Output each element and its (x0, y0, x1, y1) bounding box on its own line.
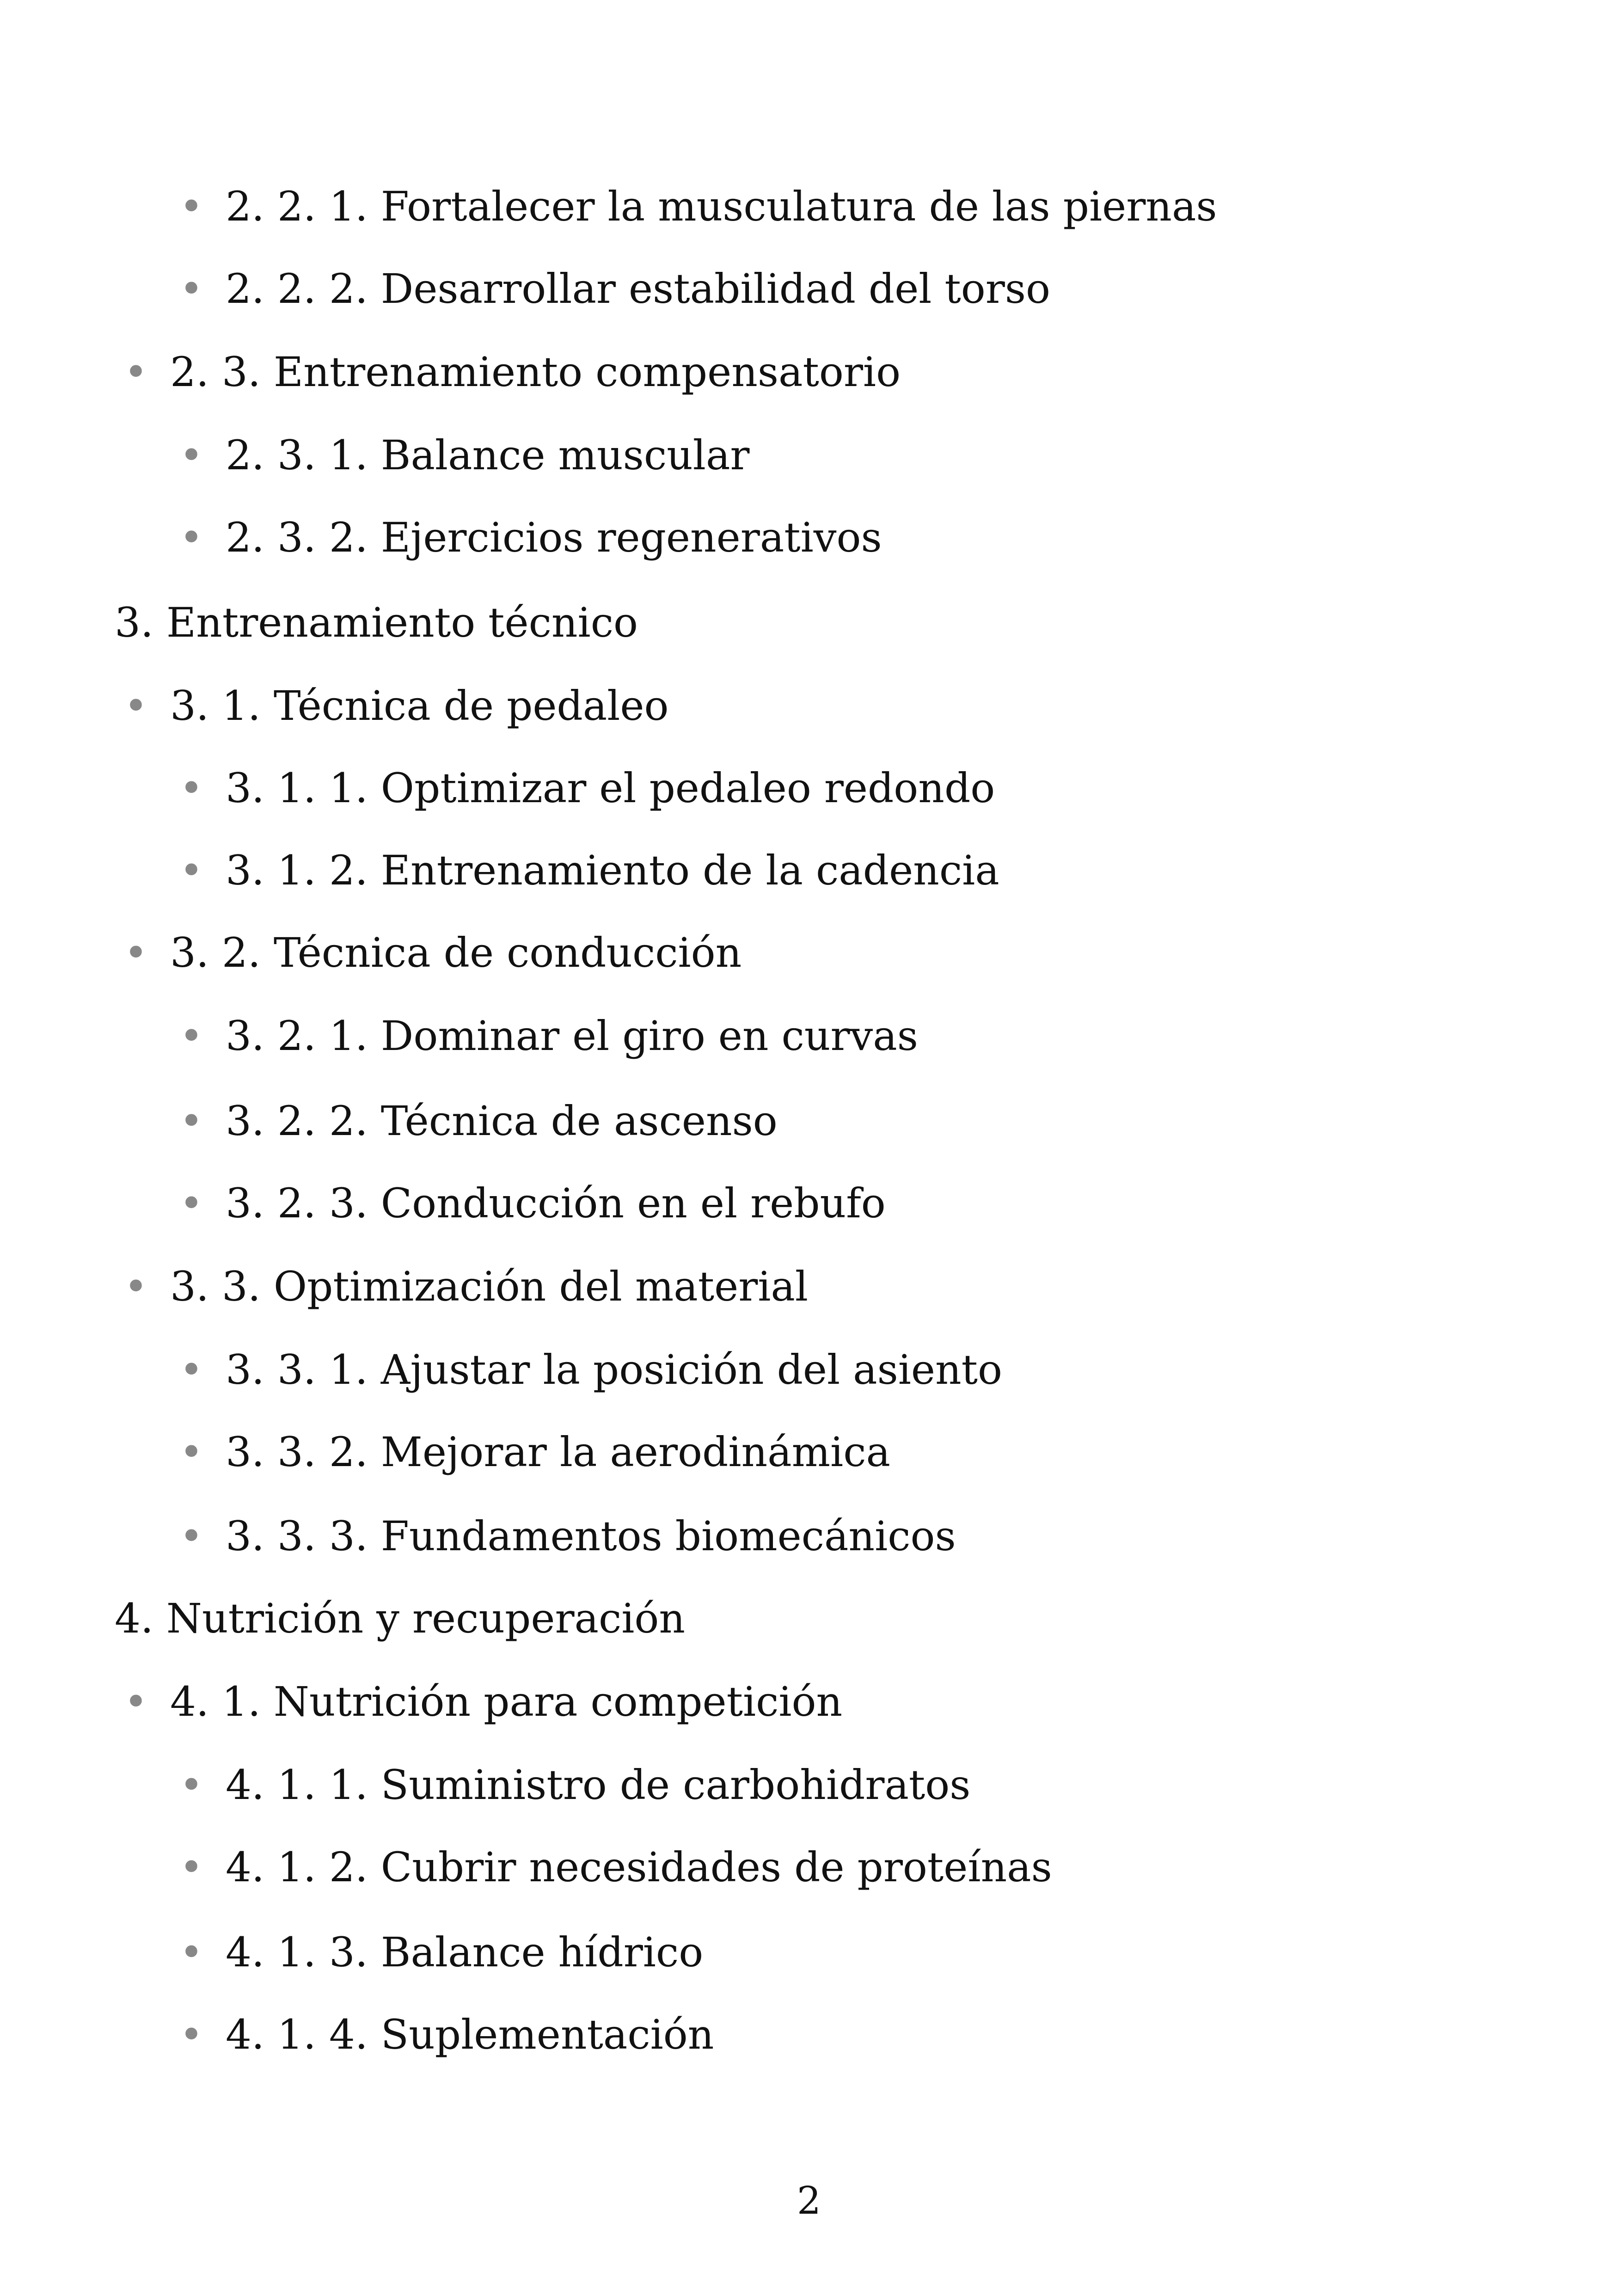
toc-entry-text: 4. Nutrición y recuperación (115, 1595, 686, 1642)
bullet-icon: • (179, 265, 203, 313)
bullet-icon: • (124, 1263, 148, 1310)
bullet-icon: • (179, 1512, 203, 1560)
toc-entry-text: 4. 1. 2. Cubrir necesidades de proteínas (226, 1843, 1052, 1891)
bullet-icon: • (179, 183, 203, 230)
bullet-icon: • (179, 1928, 203, 1976)
toc-entry-text: 3. 3. 2. Mejorar la aerodinámica (226, 1428, 890, 1476)
toc-entry-level-3 (0, 1843, 1618, 1898)
bullet-icon: • (124, 348, 148, 396)
toc-entry-text: 2. 3. 2. Ejercicios regenerativos (226, 514, 882, 561)
toc-entry-text: 2. 3. 1. Balance muscular (226, 431, 750, 479)
toc-entry-text: 3. 2. Técnica de conducción (170, 929, 742, 976)
bullet-icon: • (124, 1678, 148, 1725)
toc-entry-level-2 (0, 1263, 1618, 1317)
toc-entry-level-3 (0, 764, 1618, 819)
toc-entry-text: 3. 2. 3. Conducción en el rebufo (226, 1179, 886, 1227)
toc-entry-level-3 (0, 183, 1618, 237)
toc-entry-text: 3. 3. 3. Fundamentos biomecánicos (226, 1512, 956, 1560)
toc-entry-level-3 (0, 265, 1618, 319)
toc-entry-level-3 (0, 2011, 1618, 2065)
toc-entry-level-1 (0, 599, 1618, 653)
toc-entry-text: 4. 1. 4. Suplementación (226, 2011, 714, 2058)
toc-entry-level-3 (0, 1428, 1618, 1483)
toc-entry-text: 2. 3. Entrenamiento compensatorio (170, 348, 901, 396)
bullet-icon: • (179, 431, 203, 479)
toc-entry-text: 3. 2. 2. Técnica de ascenso (226, 1097, 778, 1145)
toc-entry-level-3 (0, 1012, 1618, 1067)
bullet-icon: • (179, 1012, 203, 1060)
toc-entry-text: 3. 1. 1. Optimizar el pedaleo redondo (226, 764, 995, 812)
bullet-icon: • (179, 847, 203, 894)
toc-entry-text: 4. 1. 3. Balance hídrico (226, 1928, 704, 1976)
bullet-icon: • (179, 1346, 203, 1394)
page-number: 2 (797, 2179, 821, 2223)
toc-entry-text: 2. 2. 2. Desarrollar estabilidad del torso (226, 265, 1050, 313)
toc-entry-level-3 (0, 1512, 1618, 1567)
toc-entry-level-3 (0, 1761, 1618, 1816)
toc-entry-level-3 (0, 1179, 1618, 1234)
toc-entry-text: 3. Entrenamiento técnico (115, 599, 638, 646)
toc-entry-level-3 (0, 1346, 1618, 1400)
toc-entry-text: 3. 3. 1. Ajustar la posición del asiento (226, 1346, 1002, 1394)
toc-entry-level-3 (0, 431, 1618, 486)
toc-entry-level-3 (0, 1928, 1618, 1983)
bullet-icon: • (179, 1097, 203, 1145)
toc-entry-text: 2. 2. 1. Fortalecer la musculatura de las piernas (226, 183, 1217, 230)
toc-entry-text: 3. 2. 1. Dominar el giro en curvas (226, 1012, 918, 1060)
toc-entry-level-3 (0, 1097, 1618, 1152)
bullet-icon: • (124, 682, 148, 730)
toc-entry-level-2 (0, 929, 1618, 983)
toc-entry-level-3 (0, 847, 1618, 901)
bullet-icon: • (179, 1843, 203, 1891)
toc-entry-level-2 (0, 682, 1618, 737)
toc-entry-level-2 (0, 348, 1618, 403)
toc-entry-level-2 (0, 1678, 1618, 1732)
bullet-icon: • (124, 929, 148, 976)
toc-entry-text: 3. 1. 2. Entrenamiento de la cadencia (226, 847, 999, 894)
toc-entry-level-1 (0, 1595, 1618, 1649)
bullet-icon: • (179, 1179, 203, 1227)
toc-entry-text: 4. 1. Nutrición para competición (170, 1678, 843, 1725)
bullet-icon: • (179, 1428, 203, 1476)
toc-entry-text: 4. 1. 1. Suministro de carbohidratos (226, 1761, 971, 1809)
bullet-icon: • (179, 2011, 203, 2058)
bullet-icon: • (179, 1761, 203, 1809)
toc-entry-text: 3. 1. Técnica de pedaleo (170, 682, 669, 730)
bullet-icon: • (179, 764, 203, 812)
toc-entry-level-3 (0, 514, 1618, 568)
toc-entry-text: 3. 3. Optimización del material (170, 1263, 809, 1310)
bullet-icon: • (179, 514, 203, 561)
